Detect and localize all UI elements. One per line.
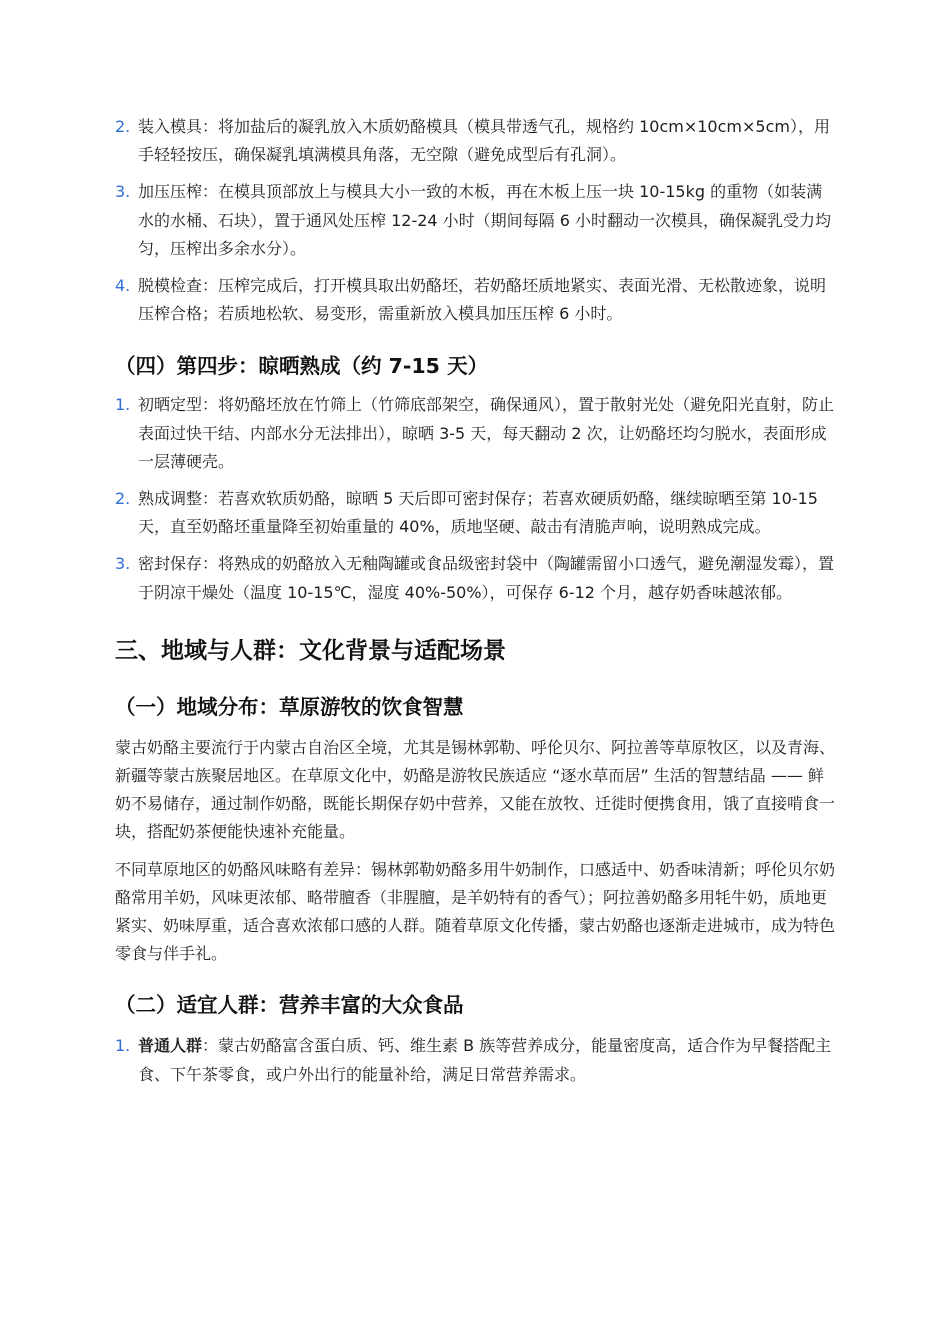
list-item xyxy=(115,113,835,169)
document-content xyxy=(115,113,835,1098)
list-number: 1. xyxy=(115,1036,131,1056)
section3-heading: 三、地域与人群：文化背景与适配场景 xyxy=(115,637,506,664)
list-label: 普通人群 xyxy=(138,1036,203,1056)
list-text: 初晒定型：将奶酪坯放在竹筛上（竹筛底部架空，确保通风），置于散射光处（避免阳光直射，防止表面过快干结、内部水分无法排出），晾晒 3-5 天，每天翻动 2 次，让奶酪坯均匀脱水，表面形成一层薄硬壳。 xyxy=(138,395,835,471)
list-number: 1. xyxy=(115,395,131,415)
list-text: 密封保存：将熟成的奶酪放入无釉陶罐或食品级密封袋中（陶罐需留小口透气，避免潮湿发霉），置于阴凉干燥处（温度 10-15℃，湿度 40%-50%），可保存 6-12 个月，越存奶香味越浓郁。 xyxy=(138,554,835,602)
people-heading: （二）适宜人群：营养丰富的大众食品 xyxy=(115,993,464,1018)
step4-list xyxy=(115,391,835,606)
list-text xyxy=(138,1032,835,1088)
region-heading: （一）地域分布：草原游牧的饮食智慧 xyxy=(115,694,464,719)
list-number: 2. xyxy=(115,117,131,136)
region-paragraph: 不同草原地区的奶酪风味略有差异：锡林郭勒奶酪多用牛奶制作，口感适中、奶香味清新；呼伦贝尔奶酪常用羊奶，风味更浓郁、略带膻香（非腥膻，是羊奶特有的香气）；阿拉善奶酪多用牦牛奶，质地更紧实、奶味厚重，适合喜欢浓郁口感的人群。随着草原文化传播，蒙古奶酪也逐渐走进城市，成为特色零食与伴手礼。 xyxy=(115,859,836,964)
step3-list xyxy=(115,113,835,328)
list-item xyxy=(115,178,835,263)
step4-heading: （四）第四步：晾晒熟成（约 7-15 天） xyxy=(115,354,489,379)
region-paragraph: 蒙古奶酪主要流行于内蒙古自治区全境，尤其是锡林郭勒、呼伦贝尔、阿拉善等草原牧区，以及青海、新疆等蒙古族聚居地区。在草原文化中，奶酪是游牧民族适应 “逐水草而居” 生活的智慧结晶 —— 鲜奶不易储存，通过制作奶酪，既能长期保存奶中营养，又能在放牧、迁徙时便携食用，饿了直接啃食一块，搭配奶茶便能快速补充能量。 xyxy=(115,737,836,842)
list-text: 脱模检查：压榨完成后，打开模具取出奶酪坯，若奶酪坯质地紧实、表面光滑、无松散迹象，说明压榨合格；若质地松软、易变形，需重新放入模具加压压榨 6 小时。 xyxy=(138,276,827,324)
list-number: 4. xyxy=(115,276,131,296)
list-item xyxy=(115,391,835,476)
list-text: 加压压榨：在模具顶部放上与模具大小一致的木板，再在木板上压一块 10-15kg 的重物（如装满水的水桶、石块），置于通风处压榨 12-24 小时（期间每隔 6 小时翻动一次模具，确保凝乳受力均匀，压榨出多余水分）。 xyxy=(138,182,832,258)
list-number: 3. xyxy=(115,554,131,574)
list-item xyxy=(115,1032,835,1088)
list-item xyxy=(115,485,835,541)
list-text: 熟成调整：若喜欢软质奶酪，晾晒 5 天后即可密封保存；若喜欢硬质奶酪，继续晾晒至第 10-15 天，直至奶酪坯重量降至初始重量的 40%，质地坚硬、敲击有清脆声响，说明熟成完成。 xyxy=(138,489,818,537)
list-item xyxy=(115,272,835,328)
list-item xyxy=(115,550,835,606)
list-number: 2. xyxy=(115,489,131,509)
people-list xyxy=(115,1032,835,1088)
list-body: ：蒙古奶酪富含蛋白质、钙、维生素 B 族等营养成分，能量密度高，适合作为早餐搭配主食、下午茶零食，或户外出行的能量补给，满足日常营养需求。 xyxy=(138,1036,832,1084)
list-text: 装入模具：将加盐后的凝乳放入木质奶酪模具（模具带透气孔，规格约 10cm×10cm×5cm），用手轻轻按压，确保凝乳填满模具角落，无空隙（避免成型后有孔洞）。 xyxy=(138,117,830,165)
list-number: 3. xyxy=(115,182,131,202)
